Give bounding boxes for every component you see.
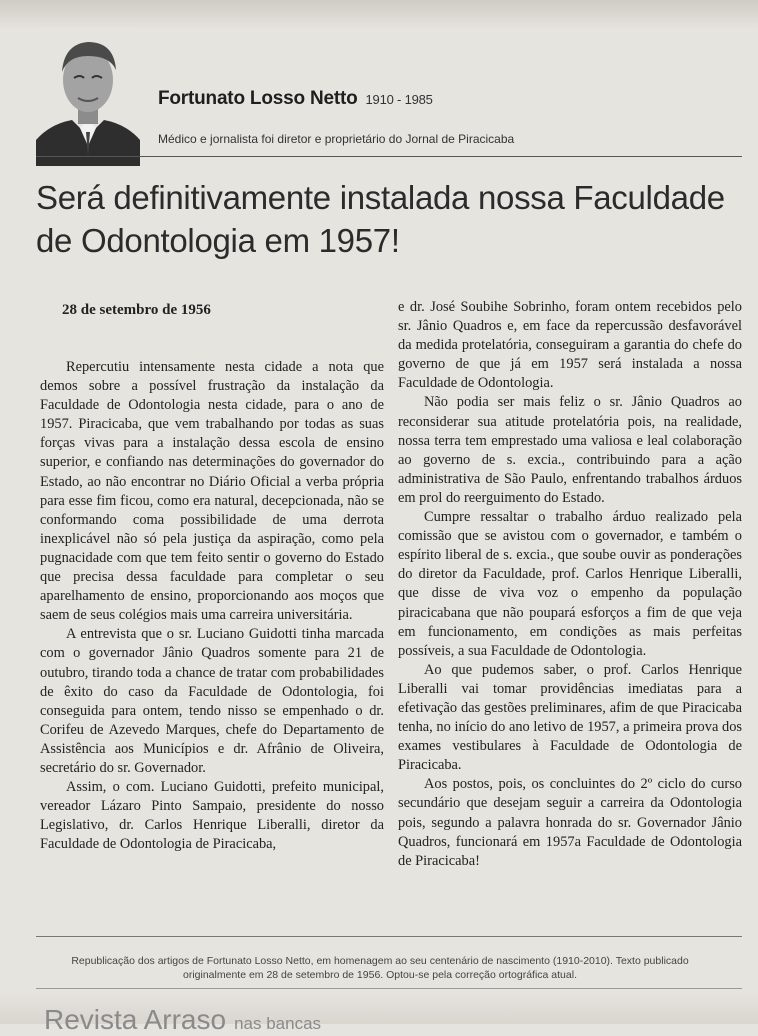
author-years: 1910 - 1985 — [365, 92, 433, 107]
footer-rule — [36, 936, 742, 937]
header-rule — [36, 156, 742, 157]
article-date: 28 de setembro de 1956 — [62, 302, 211, 318]
republication-note: Republicação dos artigos de Fortunato Losso Netto, em homenagem ao seu centenário de nascimento (1910-2010). Texto publicado originalmente em 28 de setembro de 1956. Optou-se pela correção ortográfica atual. — [71, 955, 689, 981]
bleed-bottom-headline: Revista Arraso nas bancas — [44, 1004, 322, 1035]
paragraph: Cumpre ressaltar o trabalho árduo realizado pela comissão que se avistou com o governador, e também o espírito liberal de s. excia., que soube ouvir as ponderações do diretor da Faculdade, prof. Carlos Henrique Liberalli, que disse de viva voz o empenho da população piracicabana que não poupará esforços a fim de que veja em funcionamento, em condições as mais perfeitas possíveis, a sua Faculdade de Odontologia. — [398, 509, 742, 659]
paragraph: Aos postos, pois, os concluintes do 2º ciclo do curso secundário que desejam seguir a carreira da Odontologia pois, segundo a palavra honrada do sr. Governador Jânio Quadros, funcionará em 1957a Faculdade de Odontologia de Piracicaba! — [398, 776, 742, 869]
author-description: Médico e jornalista foi diretor e proprietário do Jornal de Piracicaba — [158, 132, 515, 146]
author-name: Fortunato Losso Netto 1910 - 1985 — [158, 88, 433, 109]
paragraph: Assim, o com. Luciano Guidotti, prefeito municipal, vereador Lázaro Pinto Sampaio, presidente do nosso Legislativo, dr. Carlos Henrique Liberalli, diretor da Faculdade de Odontologia de Piracicaba, — [40, 779, 384, 853]
author-portrait — [36, 28, 140, 166]
paragraph: e dr. José Soubihe Sobrinho, foram ontem recebidos pelo sr. Jânio Quadros e, em face da repercussão desfavorável da medida protelatória, conseguiram a garantia do chefe do governo de que já em 1957 será instalada a nossa Faculdade de Odontologia. — [398, 299, 742, 392]
bleed-bottom-small: nas bancas — [234, 1014, 322, 1033]
paragraph: Repercutiu intensamente nesta cidade a nota que demos sobre a possível frustração da instalação da Faculdade de Odontologia nesta cidade, para o ano de 1957. Piracicaba, que vem trabalhando por todas as suas forças vivas para a instalação dessa escola de ensino superior, e confiando nas determinações do governador do Estado, ao não encontrar no Diário Oficial a verba própria para esse fim ficou, como era natural, decepcionada, não se conformando coma possibilidade de uma derrota inexplicável não só pela justiça da aspiração, como pela pugnacidade com que tem feito sentir o governo do Estado que precisa dessa faculdade para completar o seu aparelhamento de ensino, proporcionando aos moços que saem de seus colégios mais uma carreira universitária. — [40, 359, 384, 624]
paragraph: A entrevista que o sr. Luciano Guidotti tinha marcada com o governador Jânio Quadros somente para 21 de outubro, tirando toda a chance de tratar com probabilidades de êxito do caso da Faculdade de Odontologia, foi conseguida para ontem, tendo nisso se empenhado o dr. Corifeu de Azevedo Marques, chefe do Departamento de Assistência aos Municípios e dr. Afrânio de Oliveira, secretário do sr. Governador. — [40, 626, 384, 776]
article-headline: Será definitivamente instalada nossa Faculdade de Odontologia em 1957! — [36, 179, 725, 259]
footer-rule-lower — [36, 988, 742, 989]
paragraph: Ao que pudemos saber, o prof. Carlos Henrique Liberalli vai tomar providências imediatas para a efetivação das gestões preliminares, afim de que Piracicaba tenha, no início do ano letivo de 1957, a primeira prova dos exames vestibulares à Faculdade de Odontologia de Piracicaba. — [398, 661, 742, 774]
bleed-bottom — [0, 990, 758, 1035]
left-column — [40, 358, 384, 854]
right-column — [398, 298, 742, 871]
bleed-top — [0, 0, 758, 30]
paragraph: Não podia ser mais feliz o sr. Jânio Quadros ao reconsiderar sua atitude protelatória pois, na realidade, nossa terra tem emprestado uma valiosa e leal colaboração ao governo de s. excia., contribuindo para a ação administrativa de São Paulo, enfrentando trabalhos árduos em prol do reerguimento do Estado. — [398, 394, 742, 506]
